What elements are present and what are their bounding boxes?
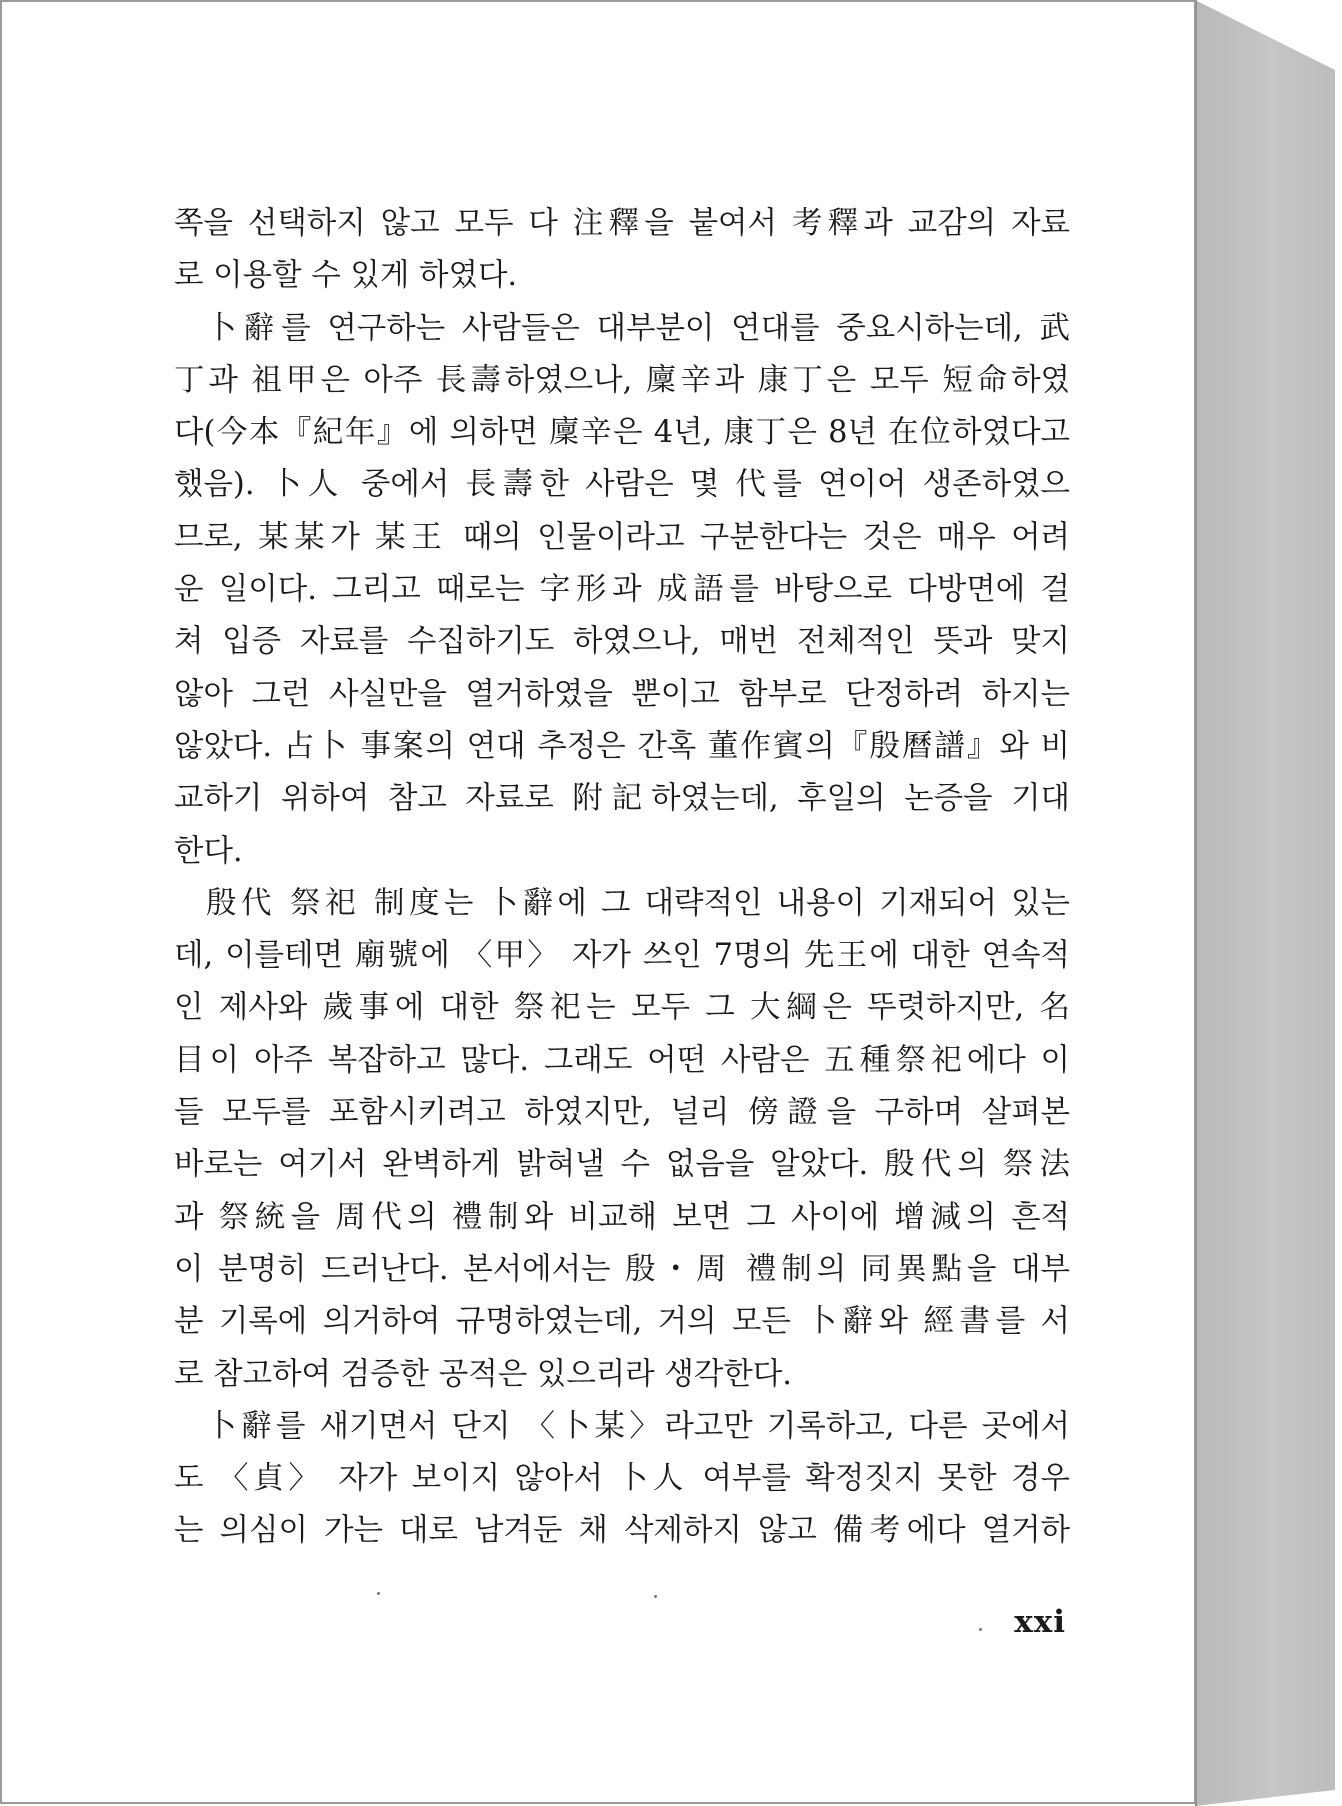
text-line: 했음). 卜人 중에서 長壽한 사람은 몇 代를 연이어 생존하였으 xyxy=(174,467,1070,503)
text-line: 과 祭統을 周代의 禮制와 비교해 보면 그 사이에 增減의 흔적 xyxy=(174,1199,1070,1235)
text-line: 丁과 祖甲은 아주 長壽하였으나, 廩辛과 康丁은 모두 短命하였 xyxy=(174,362,1070,398)
scan-speck xyxy=(654,1595,657,1598)
text-line: 다(今本『紀年』에 의하면 廩辛은 4년, 康丁은 8년 在位하였다고 xyxy=(174,415,1070,451)
text-line: 교하기 위하여 참고 자료로 附記하였는데, 후일의 논증을 기대 xyxy=(174,781,1070,817)
scan-speck xyxy=(377,1592,380,1595)
scan-speck xyxy=(979,1628,982,1631)
text-line: 쪽을 선택하지 않고 모두 다 注釋을 붙여서 考釋과 교감의 자료 xyxy=(174,206,1070,241)
text-line: 한다. xyxy=(174,833,243,869)
text-line: 로 이용할 수 있게 하였다. xyxy=(174,258,518,294)
text-line: 므로, 某某가 某王 때의 인물이라고 구분한다는 것은 매우 어려 xyxy=(174,519,1070,555)
body-text xyxy=(174,198,1070,1558)
text-line: 쳐 입증 자료를 수집하기도 하였으나, 매번 전체적인 뜻과 맞지 xyxy=(174,624,1070,660)
text-line: 데, 이를테면 廟號에 〈甲〉 자가 쓰인 7명의 先王에 대한 연속적 xyxy=(174,938,1070,974)
text-line: 目이 아주 복잡하고 많다. 그래도 어떤 사람은 五種祭祀에다 이 xyxy=(174,1042,1070,1078)
text-line: 卜辭를 새기면서 단지 〈卜某〉라고만 기록하고, 다른 곳에서 xyxy=(206,1408,1070,1444)
book-side-face xyxy=(1195,0,1335,1806)
page-number: xxi xyxy=(1014,1604,1066,1640)
text-line: 않아 그런 사실만을 열거하였을 뿐이고 함부로 단정하려 하지는 xyxy=(174,676,1070,712)
text-line: 殷代 祭祀 制度는 卜辭에 그 대략적인 내용이 기재되어 있는 xyxy=(206,885,1070,921)
text-line: 들 모두를 포함시키려고 하였지만, 널리 傍證을 구하며 살펴본 xyxy=(174,1095,1070,1131)
text-line: 분 기록에 의거하여 규명하였는데, 거의 모든 卜辭와 經書를 서 xyxy=(174,1304,1070,1340)
text-line: 이 분명히 드러난다. 본서에서는 殷・周 禮制의 同異點을 대부 xyxy=(174,1251,1070,1287)
text-line: 卜辭를 연구하는 사람들은 대부분이 연대를 중요시하는데, 武 xyxy=(206,310,1070,346)
text-line: 는 의심이 가는 대로 남겨둔 채 삭제하지 않고 備考에다 열거하 xyxy=(174,1513,1070,1549)
text-line: 운 일이다. 그리고 때로는 字形과 成語를 바탕으로 다방면에 걸 xyxy=(174,572,1070,608)
text-line: 로 참고하여 검증한 공적은 있으리라 생각한다. xyxy=(174,1356,792,1392)
text-line: 바로는 여기서 완벽하게 밝혀낼 수 없음을 알았다. 殷代의 祭法 xyxy=(174,1147,1070,1183)
text-line: 않았다. 占卜 事案의 연대 추정은 간혹 董作賓의『殷曆譜』와 비 xyxy=(174,728,1070,764)
text-line: 인 제사와 歲事에 대한 祭祀는 모두 그 大綱은 뚜렷하지만, 名 xyxy=(174,990,1070,1026)
text-line: 도 〈貞〉 자가 보이지 않아서 卜人 여부를 확정짓지 못한 경우 xyxy=(174,1461,1070,1497)
